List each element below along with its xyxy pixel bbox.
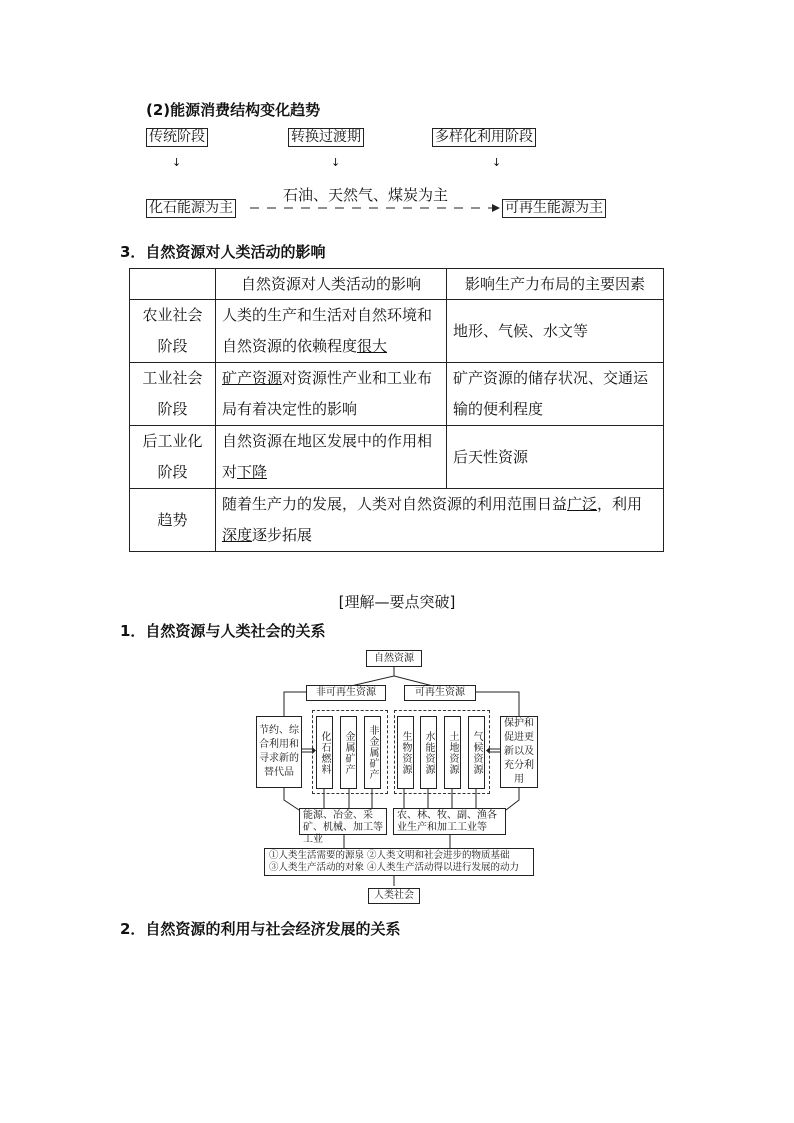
table-row: [130, 426, 664, 489]
metal-ore-box: 金属矿产: [340, 716, 357, 789]
roles-box: [264, 848, 534, 876]
stage-traditional: 传统阶段: [146, 128, 208, 147]
stage-cell: 后工业化阶段: [130, 426, 216, 489]
factor-cell: 地形、气候、水文等: [447, 300, 664, 363]
down-arrow-icon: ↓: [331, 156, 341, 169]
protection-note-box: 保护和促进更新以及充分利用: [500, 716, 538, 788]
factor-cell: 后天性资源: [447, 426, 664, 489]
human-society-box: 人类社会: [368, 888, 420, 904]
table-header-cell: 影响生产力布局的主要因素: [447, 269, 664, 300]
trend-cell: 随着生产力的发展，人类对自然资源的利用范围日益广泛，利用深度逐步拓展: [216, 489, 664, 552]
impact-cell: 人类的生产和生活对自然环境和自然资源的依赖程度很大: [216, 300, 447, 363]
fossil-energy-box: 化石能源为主: [146, 199, 236, 218]
hydro-resource-box: 水能资源: [420, 716, 437, 789]
understand-title: [理解—要点突破]: [338, 593, 456, 611]
roles-line: ③人类生产活动的对象 ④人类生产活动得以进行发展的动力: [269, 862, 520, 873]
table-header-row: [130, 269, 664, 300]
stage-cell: 农业社会阶段: [130, 300, 216, 363]
stage-diversified: 多样化利用阶段: [432, 128, 536, 147]
stage-cell: 工业社会阶段: [130, 363, 216, 426]
stage-transition: 转换过渡期: [288, 128, 364, 147]
dashed-arrow-icon: [248, 200, 503, 216]
climate-resource-box: 气候资源: [468, 716, 485, 789]
factor-cell: 矿产资源的储存状况、交通运输的便利程度: [447, 363, 664, 426]
table-row: [130, 363, 664, 426]
renewable-box: 可再生资源: [404, 685, 476, 701]
nonrenewable-box: 非可再生资源: [306, 685, 386, 701]
down-arrow-icon: ↓: [172, 156, 182, 169]
resource-impact-table: [129, 268, 664, 552]
land-resource-box: 土地资源: [444, 716, 461, 789]
conservation-note-box: 节约、综合利用和寻求新的替代品: [256, 716, 302, 788]
roles-line: ①人类生活需要的源泉 ②人类文明和社会进步的物质基础: [269, 850, 510, 861]
energy-heading: (2)能源消费结构变化趋势: [146, 101, 321, 119]
impact-cell: 自然资源在地区发展中的作用相对下降: [216, 426, 447, 489]
fossil-fuel-box: 化石燃料: [316, 716, 333, 789]
understand-heading-2: 2．自然资源的利用与社会经济发展的关系: [120, 920, 401, 938]
nonmetal-ore-box: 非金属矿产: [364, 716, 381, 789]
down-arrow-icon: ↓: [492, 156, 502, 169]
resource-society-diagram: [254, 648, 544, 906]
table-row: [130, 300, 664, 363]
trend-label: 趋势: [130, 489, 216, 552]
industry-right-box: 农、林、牧、副、渔各业生产和加工工业等: [393, 808, 506, 835]
table-header-cell: 自然资源对人类活动的影响: [216, 269, 447, 300]
biological-resource-box: 生物资源: [397, 716, 414, 789]
impact-cell: 矿产资源对资源性产业和工业布局有着决定性的影响: [216, 363, 447, 426]
renewable-energy-box: 可再生能源为主: [502, 199, 606, 218]
table-row: [130, 489, 664, 552]
transition-middle-label: 石油、天然气、煤炭为主: [283, 186, 449, 204]
section3-heading: 3．自然资源对人类活动的影响: [120, 243, 326, 261]
understand-heading-1: 1．自然资源与人类社会的关系: [120, 622, 326, 640]
industry-left-box: 能源、冶金、采矿、机械、加工等工业: [299, 808, 387, 835]
natural-resources-box: 自然资源: [366, 650, 422, 667]
table-header-cell: [130, 269, 216, 300]
